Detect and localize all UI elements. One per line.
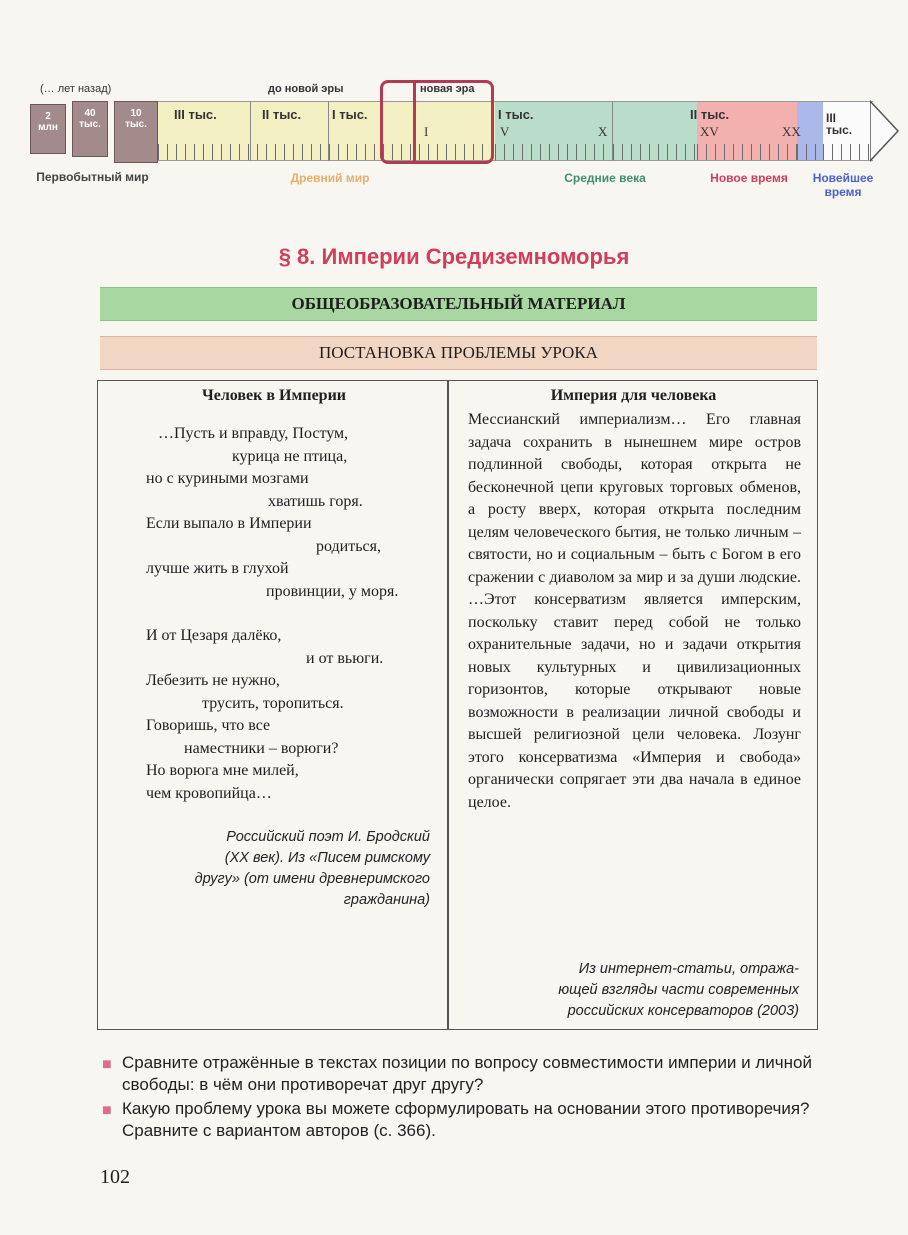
poem-line: но с куриными мозгами [146, 470, 309, 487]
new-era-highlight [380, 80, 494, 164]
era-ancient: Древний мир [290, 171, 370, 185]
poem-line: Лебезить не нужно, [146, 672, 280, 689]
poem-line: курица не птица, [232, 447, 348, 465]
segment-label-ii-bc: II тыс. [262, 107, 302, 122]
poem-line: хватишь горя. [268, 492, 363, 510]
poem-line: Говоришь, что все [146, 717, 271, 734]
right-text: Мессианский империализм… Его главная задача сохранить в нынешнем мире остров подлинной свободы, которая открыта не бесконечной цепи круговых торговых обменов, а росту вверх, которая открыта последним целям человеческого бытия, не только личным – святости, но и социальным – быть с Богом в его сражении с диаволом за мир и за души людские. …Этот консерватизм является имперским, поскольку ставит перед собой не только охранительные задачи, но и задачи открытия новых культурных и цивилизационных горизонтов, которые открывают новые возможности в реализации личной свободы и высшей религиозной цели человека. Лозунг этого консерватизма «Империя и свобода» органически сопрягает эти два начала в единое целое. [468, 411, 801, 811]
poem-line: Если выпало в Империи [146, 515, 312, 532]
right-source: Из интернет-статьи, отража- ющей взгляды части современных российских консерваторов (2003) [558, 961, 799, 1019]
poem-line: лучше жить в глухой [146, 560, 289, 577]
era-new-time: Новое время [710, 171, 788, 185]
poem-line: …Пусть и вправду, Постум, [158, 425, 349, 442]
right-column-box [447, 380, 818, 1030]
poem-line: трусить, торопиться. [202, 694, 344, 712]
century-v: V [500, 124, 510, 139]
page-title: § 8. Империи Средиземноморья [278, 244, 630, 269]
question-1: ■ Сравните отражённые в текстах позиции по вопросу совместимости империи и личной свободы: в чём они противоречат друг другу? [102, 1053, 812, 1094]
century-xv: XV [700, 124, 719, 139]
century-i: I [424, 124, 429, 139]
timeline [0, 0, 908, 210]
bce-label: до новой эры [268, 83, 344, 95]
era-newest-time: Новейшее время [812, 171, 874, 199]
bullet-icon: ■ [102, 1102, 112, 1119]
timeline-box-10k: 10 тыс. [114, 101, 158, 163]
era-primitive: Первобытный мир [36, 170, 149, 184]
segment-label-i-bc: I тыс. [332, 107, 368, 122]
ce-label: новая эра [420, 83, 475, 95]
left-heading: Человек в Империи [201, 387, 347, 404]
page-number: 102 [100, 1166, 130, 1188]
poem-line: И от Цезаря далёко, [146, 627, 282, 644]
left-column-box [97, 380, 449, 1030]
timeline-box-40k: 40 тыс. [72, 101, 108, 157]
poem-line: наместники – ворюги? [184, 739, 339, 757]
segment-label-i-ad: I тыс. [498, 107, 534, 122]
band-lesson-problem: ПОСТАНОВКА ПРОБЛЕМЫ УРОКА [100, 336, 817, 370]
poem-line: провинции, у моря. [266, 582, 399, 600]
question-2: ■ Какую проблему урока вы можете сформулировать на основании этого противоречия? Сравните с вариантом авторов (с. 366). [102, 1099, 810, 1140]
poem-stanza-1 [146, 423, 412, 603]
poem-line: родиться, [316, 537, 381, 555]
poem-line: чем кровопийца… [146, 784, 272, 802]
left-source: Российский поэт И. Бродский (XX век). Из «Писем римскому другу» (от имени древнеримского гражданина) [194, 829, 430, 908]
era-middle-ages: Средние века [564, 171, 646, 185]
timeline-box-2mln: 2 млн [30, 104, 66, 154]
century-x: X [598, 124, 608, 139]
band-general-material: ОБЩЕОБРАЗОВАТЕЛЬНЫЙ МАТЕРИАЛ [100, 287, 817, 321]
segment-label-iii-ad: III тыс. [826, 111, 853, 137]
timeline-arrow-icon [870, 88, 900, 174]
poem-line: и от вьюги. [306, 649, 384, 667]
century-xx: XX [782, 124, 801, 139]
segment-ii-millennium [612, 101, 697, 161]
poem-stanza-2 [146, 625, 412, 805]
right-heading: Империя для человека [550, 387, 717, 404]
segment-label-ii-ad: II тыс. [690, 107, 730, 122]
poem-line: Но ворюга мне милей, [146, 762, 299, 779]
segment-label-iii-bc: III тыс. [174, 107, 217, 122]
years-ago-label: (… лет назад) [40, 83, 112, 95]
bullet-icon: ■ [102, 1056, 112, 1073]
